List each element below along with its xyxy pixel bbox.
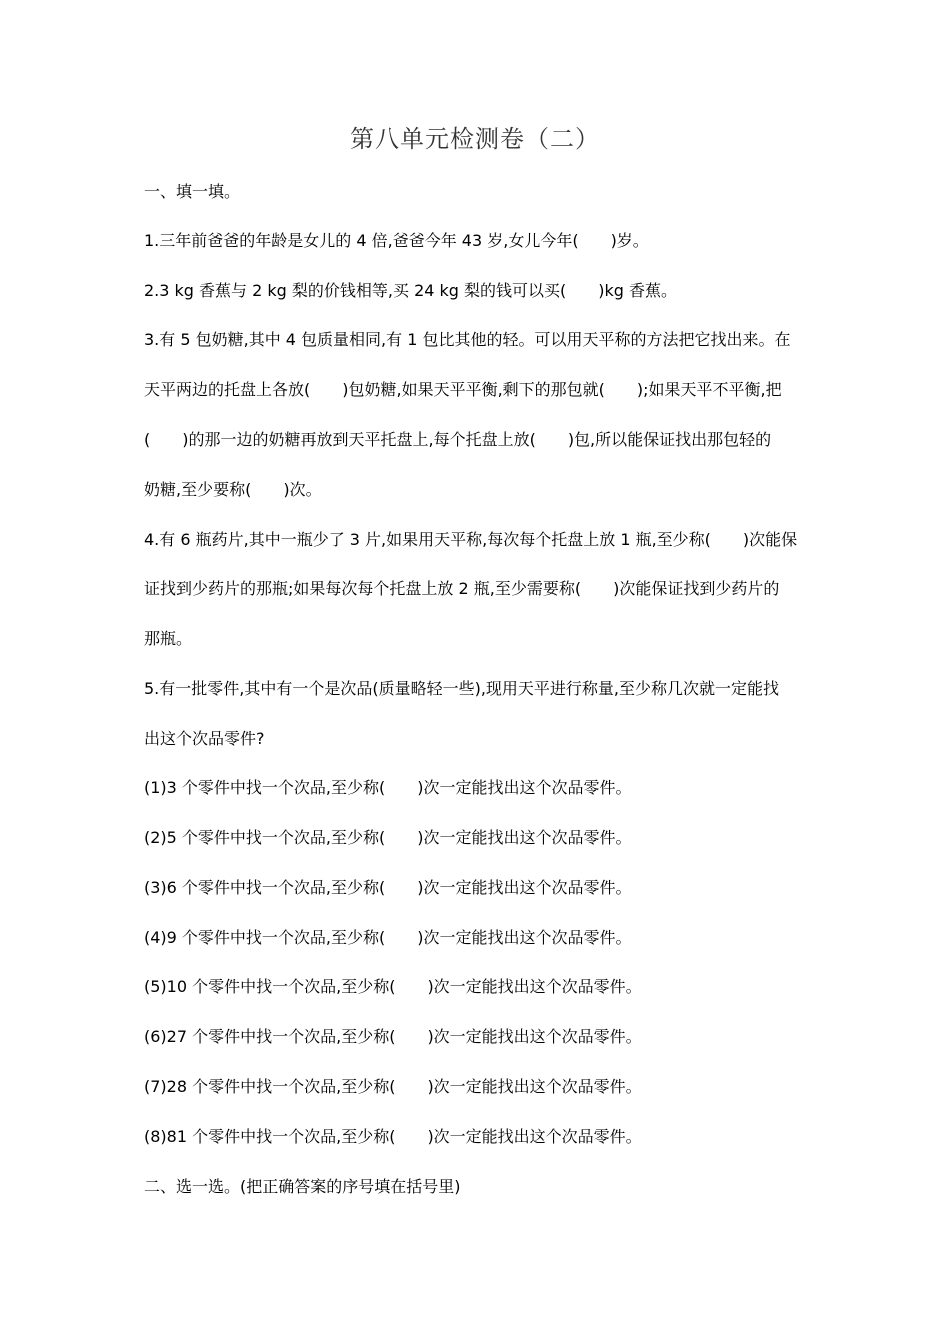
- question-5-sub-8: (8)81 个零件中找一个次品,至少称( )次一定能找出这个次品零件。: [144, 1127, 642, 1146]
- question-5-sub-1: (1)3 个零件中找一个次品,至少称( )次一定能找出这个次品零件。: [144, 778, 632, 797]
- section-heading-fill: 一、填一填。: [144, 182, 241, 201]
- question-1: 1.三年前爸爸的年龄是女儿的 4 倍,爸爸今年 43 岁,女儿今年( )岁。: [144, 231, 649, 250]
- question-5-sub-2: (2)5 个零件中找一个次品,至少称( )次一定能找出这个次品零件。: [144, 828, 632, 847]
- page-title: 第八单元检测卷（二）: [350, 125, 600, 153]
- question-2: 2.3 kg 香蕉与 2 kg 梨的价钱相等,买 24 kg 梨的钱可以买( )kg 香蕉。: [144, 281, 678, 300]
- section-heading-choose: 二、选一选。(把正确答案的序号填在括号里): [144, 1177, 461, 1196]
- question-5-sub-6: (6)27 个零件中找一个次品,至少称( )次一定能找出这个次品零件。: [144, 1027, 642, 1046]
- question-5-sub-7: (7)28 个零件中找一个次品,至少称( )次一定能找出这个次品零件。: [144, 1077, 642, 1096]
- question-4-line-3: 那瓶。: [144, 629, 193, 648]
- question-5-sub-4: (4)9 个零件中找一个次品,至少称( )次一定能找出这个次品零件。: [144, 928, 632, 947]
- question-3-line-2: 天平两边的托盘上各放( )包奶糖,如果天平平衡,剩下的那包就( );如果天平不平衡,把: [144, 380, 782, 399]
- question-5-sub-5: (5)10 个零件中找一个次品,至少称( )次一定能找出这个次品零件。: [144, 977, 642, 996]
- question-5-line-1: 5.有一批零件,其中有一个是次品(质量略轻一些),现用天平进行称量,至少称几次就一定能找: [144, 679, 780, 698]
- question-4-line-1: 4.有 6 瓶药片,其中一瓶少了 3 片,如果用天平称,每次每个托盘上放 1 瓶,至少称( )次能保: [144, 530, 798, 549]
- question-4-line-2: 证找到少药片的那瓶;如果每次每个托盘上放 2 瓶,至少需要称( )次能保证找到少药片的: [144, 579, 780, 598]
- question-3-line-1: 3.有 5 包奶糖,其中 4 包质量相同,有 1 包比其他的轻。可以用天平称的方法把它找出来。在: [144, 330, 791, 349]
- question-5-line-2: 出这个次品零件?: [144, 729, 265, 748]
- question-3-line-3: ( )的那一边的奶糖再放到天平托盘上,每个托盘上放( )包,所以能保证找出那包轻的: [144, 430, 772, 449]
- question-3-line-4: 奶糖,至少要称( )次。: [144, 480, 322, 499]
- question-5-sub-3: (3)6 个零件中找一个次品,至少称( )次一定能找出这个次品零件。: [144, 878, 632, 897]
